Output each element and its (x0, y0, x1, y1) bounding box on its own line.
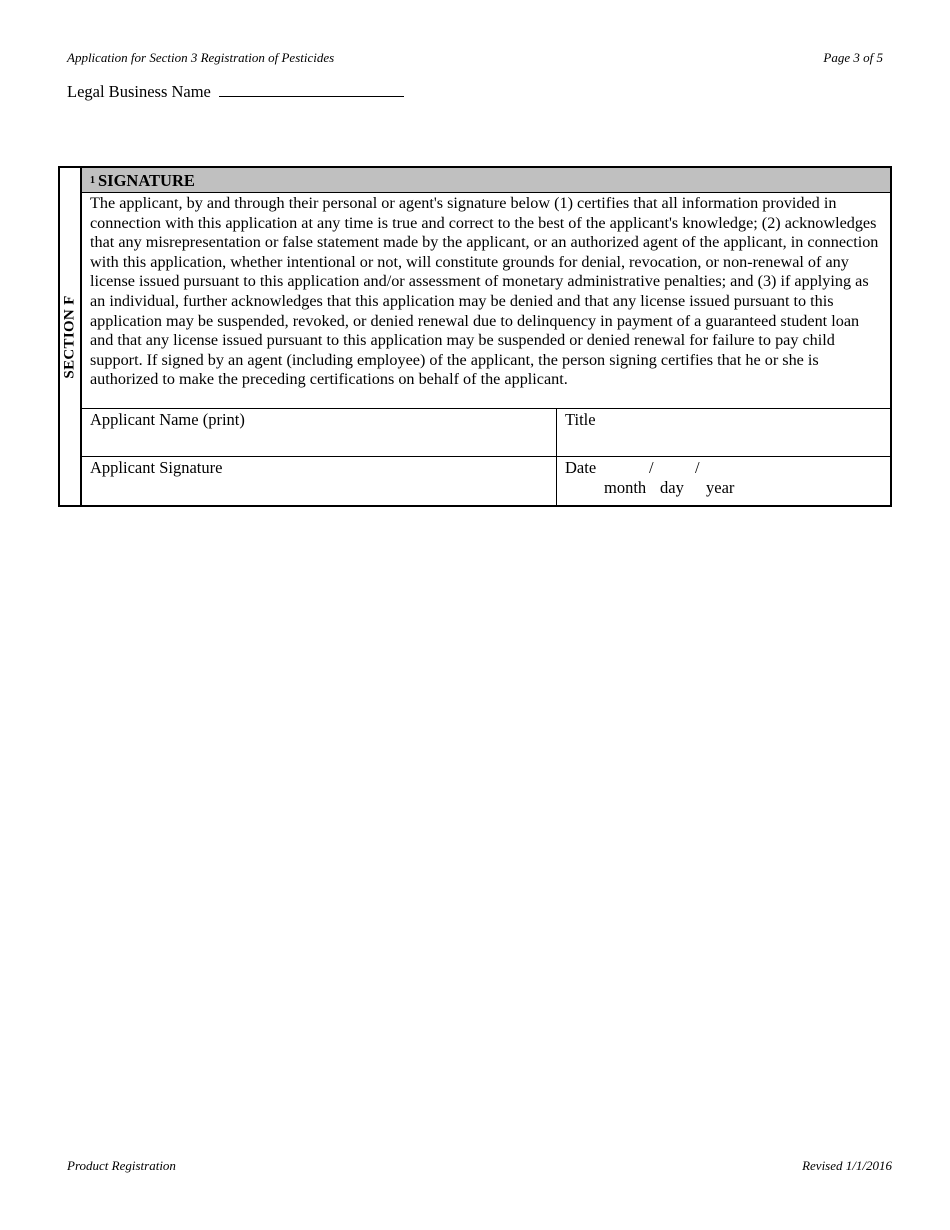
year-label: year (706, 478, 735, 497)
legal-business-name-row (67, 82, 404, 102)
title-label: Title (565, 410, 596, 429)
section-title: SIGNATURE (98, 171, 195, 190)
section-label-column (60, 168, 82, 505)
date-separator-1: / (649, 458, 654, 477)
section-f-form (58, 166, 892, 507)
legal-business-name-field[interactable] (219, 83, 404, 97)
applicant-signature-field[interactable] (82, 457, 557, 505)
date-separator-2: / (695, 458, 700, 477)
title-field[interactable] (557, 409, 890, 456)
date-label: Date (565, 458, 597, 477)
footer-left: Product Registration (67, 1158, 176, 1173)
legal-business-name-label: Legal Business Name (67, 82, 211, 101)
month-label: month (604, 478, 647, 497)
section-title-bar (82, 168, 890, 193)
section-content (82, 168, 890, 505)
day-label: day (660, 478, 684, 497)
applicant-name-field[interactable] (82, 409, 557, 456)
certification-statement: The applicant, by and through their personal or agent's signature below (1) certifies that all information provided in connection with this application at any time is true and correct to the best of the applicant's knowledge; (2) acknowledges that any misrepresentation or false statement made by the applicant, or an authorized agent of the applicant, in connection with this application, whether intentional or not, will constitute grounds for denial, revocation, or non-renewal of any license issued pursuant to this application and/or assessment of monetary administrative penalties; and (3) if applying as an individual, further acknowledges that this application may be denied and that any license issued pursuant to this application may be suspended, revoked, or denied renewal due to delinquency in payment of a guaranteed student loan and that any license issued pursuant to this application may be suspended or denied renewal for failure to pay child support. If signed by an agent (including employee) of the applicant, the person signing certifies that he or she is authorized to make the preceding certifications on behalf of the applicant. (82, 193, 890, 409)
signature-date-row (82, 457, 890, 505)
name-title-row (82, 409, 890, 457)
date-field[interactable] (557, 457, 890, 505)
footer-revision: Revised 1/1/2016 (802, 1158, 892, 1173)
footnote-marker: 1 (90, 175, 95, 186)
applicant-signature-label: Applicant Signature (90, 458, 223, 477)
applicant-name-label: Applicant Name (print) (90, 410, 245, 429)
section-label: SECTION F (61, 294, 78, 379)
page-number: Page 3 of 5 (823, 50, 883, 65)
document-title: Application for Section 3 Registration of Pesticides (67, 50, 335, 65)
